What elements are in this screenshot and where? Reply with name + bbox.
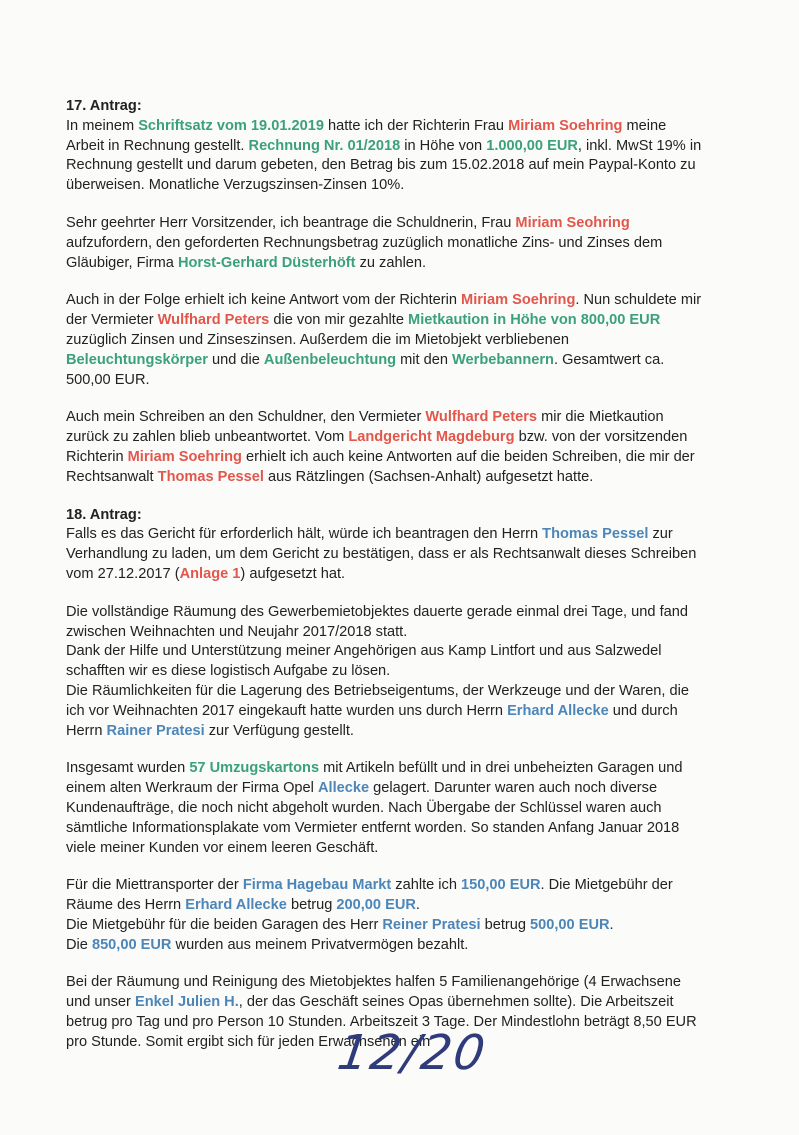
section-heading: 17. Antrag: <box>66 98 142 114</box>
text-run: . Nun schuldete mir der Vermieter <box>66 292 702 329</box>
text-run: Bei der Räumung und Reinigung des Mietobjektes halfen 5 Familienangehörige (4 Erwachsene und unser <box>66 974 681 1011</box>
text-run: hatte ich der Richterin Frau <box>323 117 509 134</box>
paragraph <box>66 603 706 742</box>
handwritten-page-number: 12/20 <box>334 1025 491 1081</box>
highlighted-text: 150,00 EUR <box>461 877 541 894</box>
text-run: erhielt ich auch keine Antworten auf die beiden Schreiben, die mir der Rechtsanwalt <box>66 448 695 485</box>
text-run: Auch mein Schreiben an den Schuldner, den Vermieter <box>66 409 426 426</box>
text-run: gelagert. Darunter waren auch noch diverse Kundenaufträge, die noch nicht abgeholt wurden. Nach Übergabe der Schlüssel waren auch sämtliche Informationsplakate vom Vermieter entfernt worden. So standen Anfang Januar 2018 viele meiner Kunden vor einem leeren Geschäft. <box>66 780 680 856</box>
text-run: und durch Herrn <box>66 702 678 739</box>
highlighted-text: Außenbeleuchtung <box>263 351 397 368</box>
text-run: meine Arbeit in Rechnung gestellt. <box>66 117 667 154</box>
highlighted-text: 850,00 EUR <box>91 936 172 953</box>
text-run: Die vollständige Räumung des Gewerbemietobjektes dauerte gerade einmal drei Tage, und fand zwischen Weihnachten und Neujahr 2017/2018 statt. <box>66 603 688 640</box>
text-run: . <box>609 916 614 933</box>
highlighted-text: Erhard Allecke <box>507 702 609 719</box>
text-run: in Höhe von <box>400 137 487 154</box>
highlighted-text: Landgericht Magdeburg <box>348 429 515 446</box>
highlighted-text: Schriftsatz vom 19.01.2019 <box>138 117 324 134</box>
highlighted-text: Enkel Julien H. <box>134 994 239 1011</box>
text-run: betrug <box>286 897 337 914</box>
highlighted-text: Allecke <box>317 780 370 797</box>
text-run: , der das Geschäft seines Opas übernehmen sollte). Die Arbeitszeit betrug pro Tag und pro Person 10 Stunden. Arbeitszeit 3 Tage. Der Mindestlohn beträgt 8,50 EUR pro Stunde. Somit ergibt sich für jeden Erwachsenen ein <box>66 994 697 1050</box>
text-run: Für die Miettransporter der <box>66 877 243 894</box>
text-run: mit den <box>396 351 453 368</box>
text-run: mit Artikeln befüllt und in drei unbeheizten Garagen und einem alten Werkraum der Firma Opel <box>66 760 683 797</box>
paragraph <box>66 759 706 858</box>
text-run: bzw. von der vorsitzenden Richterin <box>66 429 688 465</box>
text-run: Die <box>66 936 92 953</box>
text-run: Auch in der Folge erhielt ich keine Antwort vom der Richterin <box>66 292 462 309</box>
highlighted-text: Wulfhard Peters <box>425 409 538 426</box>
text-run: die von mir gezahlte <box>269 312 409 329</box>
document-body <box>66 97 706 1071</box>
text-run: wurden aus meinem Privatvermögen bezahlt. <box>171 936 469 953</box>
text-run: Insgesamt wurden <box>66 760 190 777</box>
highlighted-text: Werbebannern <box>452 351 554 368</box>
text-run: Falls es das Gericht für erforderlich hält, würde ich beantragen den Herrn <box>66 526 543 543</box>
text-run: Die Mietgebühr für die beiden Garagen des Herr <box>66 916 383 933</box>
highlighted-text: Miriam Seohring <box>515 214 630 231</box>
text-run: zahlte ich <box>391 877 462 894</box>
text-run: . Die Mietgebühr der Räume des Herrn <box>66 877 673 914</box>
highlighted-text: Erhard Allecke <box>185 897 287 914</box>
highlighted-text: Rechnung Nr. 01/2018 <box>248 137 401 154</box>
highlighted-text: Thomas Pessel <box>542 526 649 543</box>
highlighted-text: 57 Umzugskartons <box>189 760 320 777</box>
highlighted-text: Miriam Soehring <box>461 292 576 309</box>
text-run: Sehr geehrter Herr Vorsitzender, ich beantrage die Schuldnerin, Frau <box>66 214 516 231</box>
highlighted-text: 200,00 EUR <box>336 897 416 914</box>
text-run: aus Rätzlingen (Sachsen-Anhalt) aufgesetzt hatte. <box>263 468 594 485</box>
highlighted-text: Miriam Soehring <box>508 117 623 134</box>
paragraph <box>66 876 706 955</box>
text-run: zur Verhandlung zu laden, um dem Gericht zu bestätigen, dass er als Rechtsanwalt dieses Schreiben vom 27.12.2017 ( <box>66 526 697 582</box>
paragraph <box>66 408 706 487</box>
highlighted-text: Firma Hagebau Markt <box>242 877 392 894</box>
highlighted-text: Beleuchtungskörper <box>66 351 208 368</box>
highlighted-text: Wulfhard Peters <box>157 312 270 329</box>
text-run: ) aufgesetzt hat. <box>240 565 346 582</box>
text-run: mir die Mietkaution zurück zu zahlen blieb unbeantwortet. Vom <box>66 409 664 446</box>
text-run: betrug <box>480 916 531 933</box>
text-run: zur Verfügung gestellt. <box>204 722 354 739</box>
highlighted-text: Anlage 1 <box>179 565 241 582</box>
text-run: zu zahlen. <box>355 254 427 271</box>
text-run: zuzüglich Zinsen und Zinseszinsen. Außerdem die im Mietobjekt verbliebenen <box>66 331 569 348</box>
paragraph <box>66 525 706 584</box>
highlighted-text: 1.000,00 EUR <box>486 137 578 154</box>
highlighted-text: Thomas Pessel <box>157 468 264 485</box>
highlighted-text: 500,00 EUR <box>530 916 610 933</box>
text-run: , inkl. MwSt 19% in Rechnung gestellt und darum gebeten, den Betrag bis zum 15.02.2018 auf mein Paypal-Konto zu überweisen. Monatliche Verzugszinsen-Zinsen 10%. <box>66 137 702 194</box>
highlighted-text: Horst-Gerhard Düsterhöft <box>177 254 356 271</box>
highlighted-text: Reiner Pratesi <box>382 916 481 933</box>
text-run: In meinem <box>66 117 139 134</box>
section-heading: 18. Antrag: <box>66 506 142 523</box>
paragraph <box>66 214 706 273</box>
text-run: . Gesamtwert ca. 500,00 EUR. <box>66 351 665 388</box>
highlighted-text: Rainer Pratesi <box>106 722 205 739</box>
highlighted-text: Mietkaution in Höhe von 800,00 EUR <box>408 312 661 329</box>
paragraph <box>66 291 706 390</box>
highlighted-text: Miriam Soehring <box>127 448 242 465</box>
paragraph <box>66 117 706 196</box>
text-run: aufzufordern, den geforderten Rechnungsbetrag zuzüglich monatliche Zins- und Zinses dem Gläubiger, Firma <box>66 234 663 271</box>
text-run: Dank der Hilfe und Unterstützung meiner Angehörigen aus Kamp Lintfort und aus Salzwedel schafften wir es diese logistisch Aufgabe zu lösen. <box>66 643 662 680</box>
text-run: Die Räumlichkeiten für die Lagerung des Betriebseigentums, der Werkzeuge und der Waren, die ich vor Weihnachten 2017 eingekauft hatte wurden uns durch Herrn <box>66 682 690 719</box>
text-run: und die <box>207 351 264 368</box>
text-run: . <box>415 897 420 914</box>
